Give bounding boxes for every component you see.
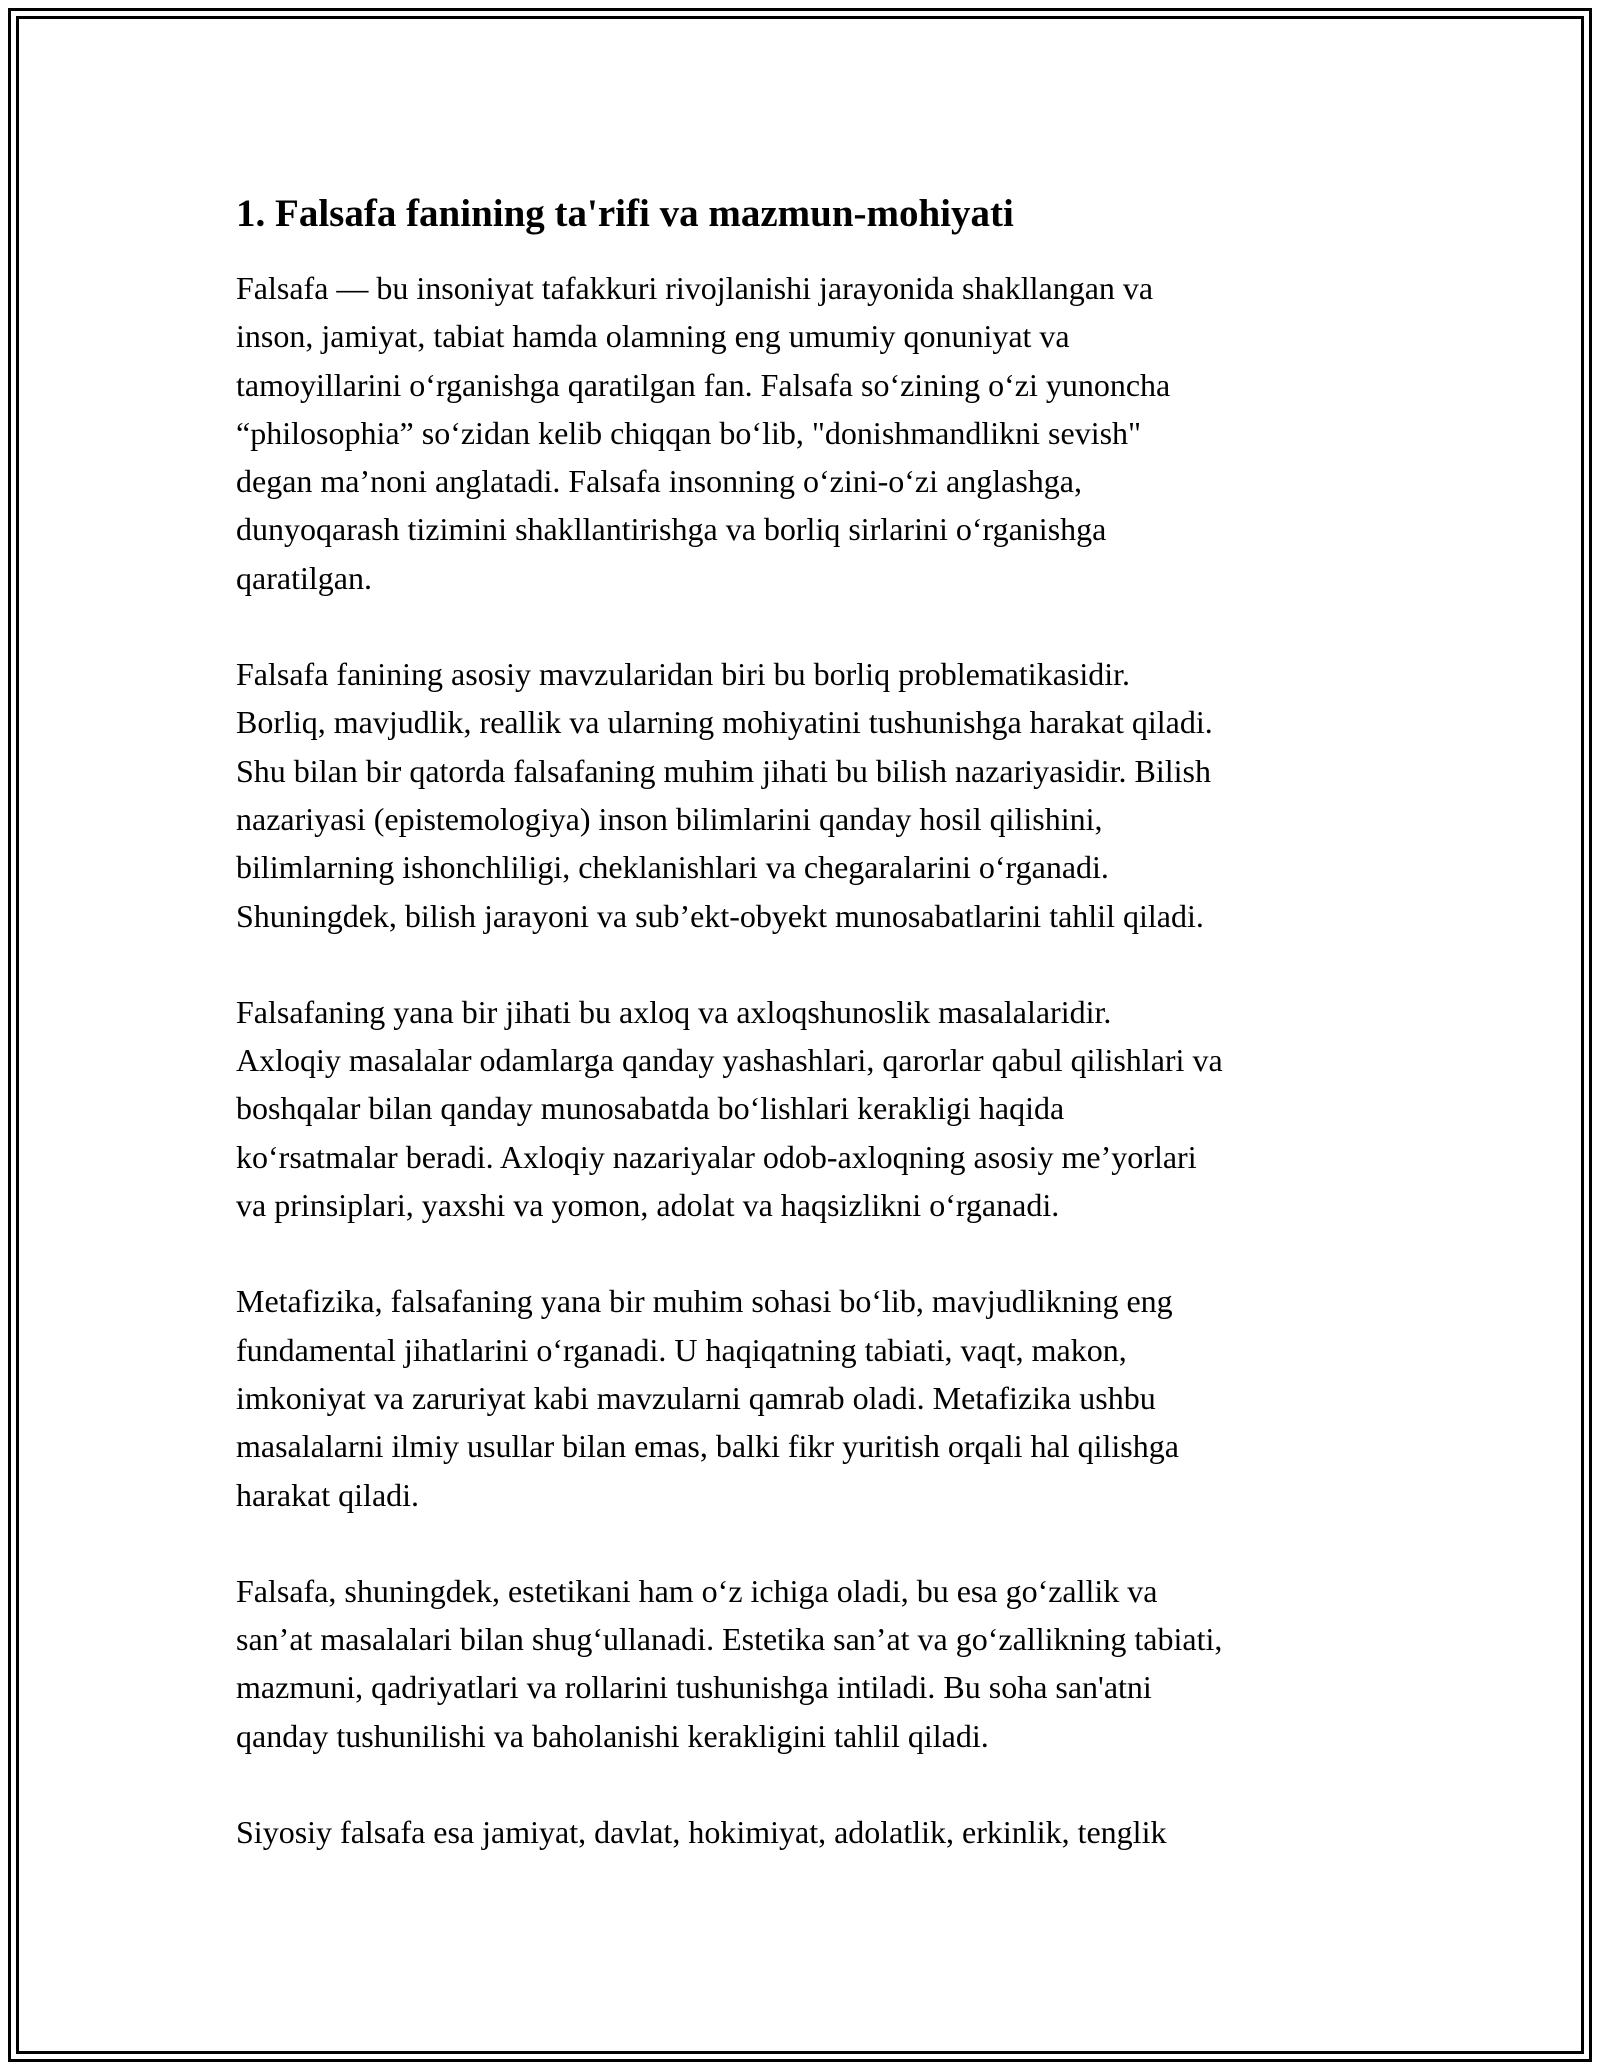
paragraph-list — [236, 264, 1376, 1856]
paragraph-line: fundamental jihatlarini o‘rganadi. U haqiqatning tabiati, vaqt, makon, — [236, 1331, 1127, 1368]
section-heading: 1. Falsafa fanining ta'rifi va mazmun-mohiyati — [236, 192, 1014, 235]
paragraph — [236, 1567, 1376, 1760]
paragraph-line: va prinsiplari, yaxshi va yomon, adolat va haqsizlikni o‘rganadi. — [236, 1187, 1060, 1224]
paragraph-line: Falsafa fanining asosiy mavzularidan biri bu borliq problematikasidir. — [236, 656, 1131, 693]
paragraph-line: masalalarni ilmiy usullar bilan emas, balki fikr yuritish orqali hal qilishga — [236, 1428, 1179, 1465]
paragraph-line: Borliq, mavjudlik, reallik va ularning mohiyatini tushunishga harakat qiladi. — [236, 704, 1213, 741]
paragraph-line: harakat qiladi. — [236, 1476, 420, 1513]
paragraph-line: ko‘rsatmalar beradi. Axloqiy nazariyalar odob-axloqning asosiy me’yorlari — [236, 1138, 1197, 1175]
paragraph-line: Siyosiy falsafa esa jamiyat, davlat, hokimiyat, adolatlik, erkinlik, tenglik — [236, 1814, 1167, 1851]
paragraph — [236, 988, 1376, 1229]
paragraph-line: inson, jamiyat, tabiat hamda olamning eng umumiy qonuniyat va — [236, 318, 1070, 355]
paragraph-line: “philosophia” so‘zidan kelib chiqqan bo‘lib, "donishmandlikni sevish" — [236, 414, 1142, 451]
paragraph-line: qanday tushunilishi va baholanishi kerakligini tahlil qiladi. — [236, 1717, 989, 1754]
paragraph-line: Falsafaning yana bir jihati bu axloq va axloqshunoslik masalalaridir. — [236, 993, 1112, 1030]
paragraph-line: qaratilgan. — [236, 559, 372, 596]
document-body — [236, 186, 1376, 1904]
paragraph-line: bilimlarning ishonchliligi, cheklanishlari va chegaralarini o‘rganadi. — [236, 849, 1109, 886]
paragraph-line: mazmuni, qadriyatlari va rollarini tushunishga intiladi. Bu soha san'atni — [236, 1669, 1152, 1706]
paragraph-line: boshqalar bilan qanday munosabatda bo‘lishlari kerakligi haqida — [236, 1090, 1065, 1127]
paragraph — [236, 264, 1376, 602]
paragraph-line: nazariyasi (epistemologiya) inson bilimlarini qanday hosil qilishini, — [236, 800, 1103, 837]
paragraph — [236, 1808, 1376, 1856]
paragraph-line: imkoniyat va zaruriyat kabi mavzularni qamrab oladi. Metafizika ushbu — [236, 1379, 1156, 1416]
paragraph-line: Falsafa — bu insoniyat tafakkuri rivojlanishi jarayonida shakllangan va — [236, 270, 1154, 306]
paragraph — [236, 1277, 1376, 1518]
paragraph-line: Metafizika, falsafaning yana bir muhim sohasi bo‘lib, mavjudlikning eng — [236, 1283, 1173, 1320]
paragraph-line: tamoyillarini o‘rganishga qaratilgan fan. Falsafa so‘zining o‘zi yunoncha — [236, 366, 1171, 403]
paragraph-line: dunyoqarash tizimini shakllantirishga va borliq sirlarini o‘rganishga — [236, 511, 1107, 548]
paragraph-line: Shuningdek, bilish jarayoni va sub’ekt-obyekt munosabatlarini tahlil qiladi. — [236, 897, 1204, 934]
paragraph-line: Falsafa, shuningdek, estetikani ham o‘z ichiga oladi, bu esa go‘zallik va — [236, 1572, 1158, 1609]
paragraph-line: Shu bilan bir qatorda falsafaning muhim jihati bu bilish nazariyasidir. Bilish — [236, 752, 1211, 789]
paragraph-line: degan ma’noni anglatadi. Falsafa insonning o‘zini-o‘zi anglashga, — [236, 463, 1082, 500]
paragraph-line: Axloqiy masalalar odamlarga qanday yashashlari, qarorlar qabul qilishlari va — [236, 1042, 1223, 1079]
paragraph — [236, 650, 1376, 940]
paragraph-line: san’at masalalari bilan shug‘ullanadi. Estetika san’at va go‘zallikning tabiati, — [236, 1621, 1223, 1658]
